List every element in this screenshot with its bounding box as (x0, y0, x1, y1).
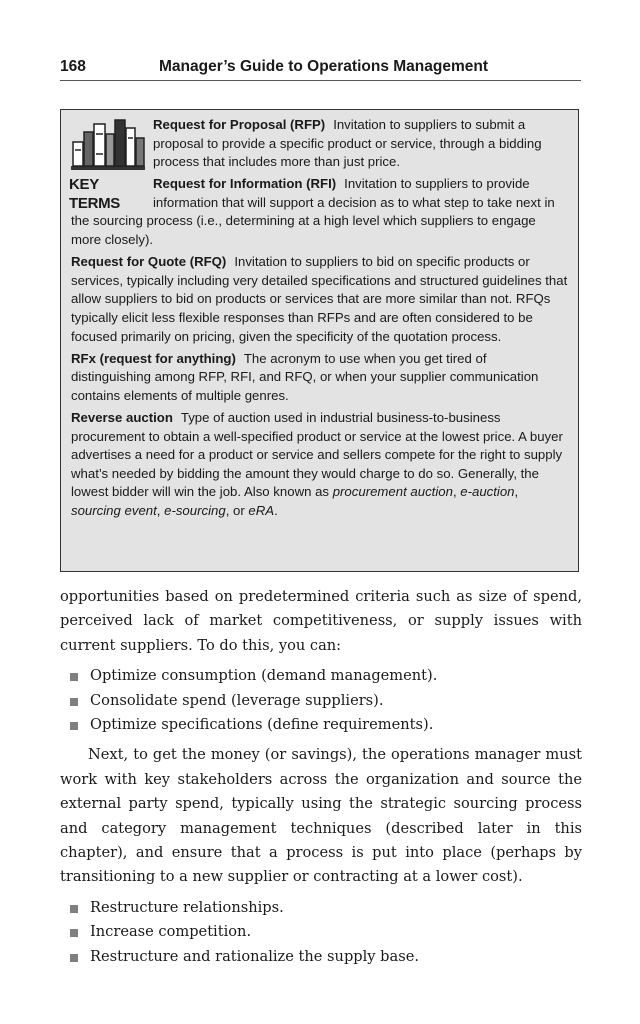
paragraph: opportunities based on predetermined criteria such as size of spend, perceived lack of market competitiveness, or supply issues with current suppliers. To do this, you can: (60, 588, 582, 654)
bullet-icon (70, 673, 78, 681)
running-title: Manager’s Guide to Operations Management (159, 58, 489, 75)
bullet-icon (70, 905, 78, 913)
definition-rfx: The acronym to use when you get tired of distinguishing among RFP, RFI, and RFQ, or when your supplier communication contains elements of multiple genres. (71, 350, 539, 403)
alias: procurement auction (332, 484, 453, 500)
definition-rfp: Invitation to suppliers to submit a proposal to provide a specific product or service, through a bidding process that includes more than just price. (153, 117, 542, 170)
term-reverse-auction: Reverse auction (71, 409, 173, 425)
term-rfx: RFx (request for anything) (71, 350, 236, 366)
bullet-list (60, 896, 582, 969)
term-entry (71, 350, 568, 406)
term-rfp: Request for Proposal (RFP) (153, 117, 326, 132)
list-item: Consolidate spend (leverage suppliers). (60, 689, 582, 713)
key-terms-label: KEY TERMS (69, 176, 121, 212)
term-rfi: Request for Information (RFI) (153, 176, 337, 192)
bullet-list (60, 664, 582, 737)
definition-rfq: Invitation to suppliers to bid on specific products or services, typically including very detailed specifications and structured guidelines that allow suppliers to bid on products or services that are more similar than not. RFQs typically elicit less flexible responses than RFPs and are often considered to be focused primarily on pricing, given the specificity of the quotation process. (71, 254, 568, 344)
page-number: 168 (60, 58, 86, 75)
alias: eRA (248, 502, 275, 518)
term-entry (71, 253, 568, 346)
alias: e-sourcing (164, 502, 226, 518)
alias-conjunction: or (233, 502, 245, 518)
list-item: Optimize consumption (demand management). (60, 664, 582, 688)
bullet-icon (70, 698, 78, 706)
alias: e-auction (460, 484, 515, 500)
bullet-icon (70, 954, 78, 962)
paragraph: Next, to get the money (or savings), the operations manager must work with key stakeholders across the organization and source the external party spend, typically using the strategic sourcing process and category management techniques (described later in this chapter), and ensure that a process is put into place (perhaps by transitioning to a new supplier or contracting at a lower cost). (60, 746, 582, 886)
list-item: Restructure relationships. (60, 896, 582, 920)
definition-rfi: Invitation to suppliers to provide information that will support a decision as to what step to take next in the sourcing process (i.e., determining at a high level which suppliers to engage more closely). (71, 176, 555, 248)
alias: sourcing event (71, 502, 157, 518)
bullet-icon (70, 722, 78, 730)
list-item: Optimize specifications (define requirements). (60, 713, 582, 737)
books-icon (71, 114, 147, 174)
list-item: Restructure and rationalize the supply base. (60, 945, 582, 969)
term-rfq: Request for Quote (RFQ) (71, 254, 227, 270)
key-terms-box (60, 109, 579, 572)
key-terms-graphic (67, 114, 147, 212)
definition-reverse-auction: Type of auction used in industrial business-to-business procurement to obtain a well-specified product or service at the lowest price. A buyer advertises a need for a product or service and sellers compete for the right to supply what’s needed by bidding the amount they would charge to do so. Generally, the lowest bidder will win the job. Also known as (71, 409, 563, 500)
page-header (60, 52, 581, 81)
bullet-icon (70, 929, 78, 937)
list-item: Increase competition. (60, 920, 582, 944)
body-text (60, 585, 582, 975)
term-entry: Reverse auction Type of auction used in industrial business-to-business procurement to obtain a well-specified product or service at the lowest price. A buyer advertises a need for a product or service and sellers compete for the right to supply what’s needed by bidding the amount they would charge to do so. Generally, the lowest bidder will win the job. Also known as procurement auction, e-auction, sourcing event, e-sourcing, or eRA. (71, 409, 563, 518)
